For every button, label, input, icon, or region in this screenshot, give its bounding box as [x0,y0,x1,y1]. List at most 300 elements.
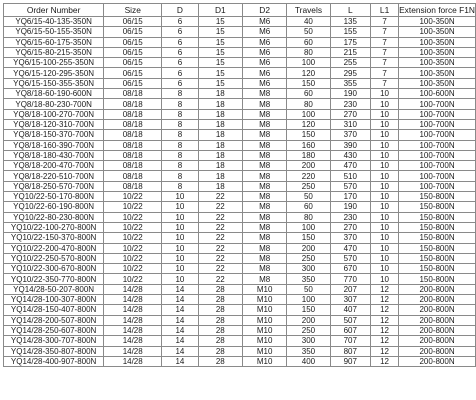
cell-l1: 12 [371,295,399,305]
cell-travels: 400 [287,356,330,366]
cell-size: 08/18 [104,109,162,119]
cell-extension-force: 150-800N [399,253,476,263]
cell-travels: 120 [287,68,330,78]
cell-d: 14 [162,346,199,356]
cell-l: 155 [330,27,371,37]
cell-extension-force: 150-800N [399,202,476,212]
cell-l1: 10 [371,161,399,171]
cell-l: 807 [330,346,371,356]
cell-travels: 300 [287,264,330,274]
cell-l: 175 [330,37,371,47]
cell-order-number: YQ10/22-200-470-800N [4,243,104,253]
cell-size: 06/15 [104,17,162,27]
cell-travels: 150 [287,305,330,315]
table-row [4,37,476,47]
cell-l: 355 [330,78,371,88]
cell-travels: 100 [287,109,330,119]
cell-size: 08/18 [104,171,162,181]
cell-travels: 150 [287,78,330,88]
cell-l: 295 [330,68,371,78]
cell-extension-force: 150-800N [399,212,476,222]
cell-extension-force: 200-800N [399,305,476,315]
cell-size: 06/15 [104,78,162,88]
table-row [4,212,476,222]
cell-size: 10/22 [104,264,162,274]
cell-d1: 18 [198,150,242,160]
cell-extension-force: 100-700N [399,130,476,140]
cell-d: 10 [162,274,199,284]
cell-travels: 200 [287,161,330,171]
cell-d1: 18 [198,171,242,181]
cell-l: 255 [330,58,371,68]
cell-order-number: YQ8/18-80-230-700N [4,99,104,109]
cell-l1: 12 [371,356,399,366]
cell-order-number: YQ10/22-80-230-800N [4,212,104,222]
table-row [4,202,476,212]
cell-d1: 28 [198,315,242,325]
cell-d1: 18 [198,119,242,129]
cell-order-number: YQ14/28-250-607-800N [4,325,104,335]
cell-size: 06/15 [104,27,162,37]
cell-size: 08/18 [104,161,162,171]
cell-extension-force: 100-700N [399,181,476,191]
cell-l1: 12 [371,315,399,325]
table-row [4,233,476,243]
cell-size: 10/22 [104,243,162,253]
cell-order-number: YQ10/22-350-770-800N [4,274,104,284]
cell-extension-force: 100-350N [399,58,476,68]
cell-extension-force: 100-700N [399,119,476,129]
table-row [4,109,476,119]
cell-l1: 10 [371,253,399,263]
cell-extension-force: 200-800N [399,295,476,305]
cell-size: 08/18 [104,150,162,160]
cell-l: 370 [330,233,371,243]
cell-d2: M8 [242,171,286,181]
cell-d2: M10 [242,295,286,305]
cell-d: 8 [162,140,199,150]
cell-order-number: YQ8/18-250-570-700N [4,181,104,191]
cell-d: 6 [162,78,199,88]
cell-l: 670 [330,264,371,274]
cell-l: 170 [330,192,371,202]
cell-extension-force: 150-800N [399,264,476,274]
cell-order-number: YQ8/18-220-510-700N [4,171,104,181]
cell-extension-force: 100-350N [399,17,476,27]
cell-l: 707 [330,336,371,346]
table-row [4,181,476,191]
cell-d: 10 [162,202,199,212]
cell-l1: 7 [371,47,399,57]
cell-d1: 22 [198,264,242,274]
cell-d1: 22 [198,192,242,202]
table-row [4,119,476,129]
cell-extension-force: 200-800N [399,336,476,346]
cell-extension-force: 150-800N [399,243,476,253]
cell-d: 6 [162,17,199,27]
cell-d1: 18 [198,130,242,140]
cell-size: 14/28 [104,295,162,305]
cell-d1: 22 [198,274,242,284]
table-row [4,346,476,356]
cell-d1: 28 [198,305,242,315]
cell-l: 207 [330,284,371,294]
cell-order-number: YQ8/18-180-430-700N [4,150,104,160]
cell-extension-force: 200-800N [399,356,476,366]
cell-l: 370 [330,130,371,140]
cell-order-number: YQ14/28-200-507-800N [4,315,104,325]
cell-l: 230 [330,212,371,222]
cell-travels: 150 [287,233,330,243]
cell-d: 6 [162,68,199,78]
cell-size: 14/28 [104,346,162,356]
cell-size: 10/22 [104,192,162,202]
cell-d: 10 [162,253,199,263]
cell-travels: 180 [287,150,330,160]
cell-extension-force: 100-350N [399,47,476,57]
cell-d: 6 [162,37,199,47]
cell-l1: 10 [371,181,399,191]
cell-l: 510 [330,171,371,181]
header-size: Size [104,4,162,17]
cell-l1: 12 [371,284,399,294]
cell-order-number: YQ10/22-60-190-800N [4,202,104,212]
cell-d2: M8 [242,119,286,129]
table-row [4,222,476,232]
cell-l1: 10 [371,171,399,181]
cell-size: 08/18 [104,119,162,129]
cell-d1: 22 [198,243,242,253]
header-l: L [330,4,371,17]
cell-travels: 60 [287,89,330,99]
cell-d1: 18 [198,161,242,171]
cell-d: 14 [162,356,199,366]
cell-d1: 15 [198,27,242,37]
cell-d2: M8 [242,99,286,109]
cell-order-number: YQ10/22-250-570-800N [4,253,104,263]
cell-d: 6 [162,47,199,57]
cell-d2: M10 [242,325,286,335]
cell-l: 270 [330,109,371,119]
cell-d2: M8 [242,253,286,263]
spec-table [3,3,476,367]
cell-extension-force: 100-700N [399,150,476,160]
cell-d: 8 [162,119,199,129]
cell-d: 14 [162,295,199,305]
cell-d1: 15 [198,78,242,88]
cell-travels: 50 [287,27,330,37]
cell-l: 507 [330,315,371,325]
cell-travels: 100 [287,295,330,305]
table-row [4,336,476,346]
cell-extension-force: 100-700N [399,171,476,181]
cell-d2: M8 [242,264,286,274]
cell-travels: 250 [287,253,330,263]
cell-d1: 18 [198,181,242,191]
cell-order-number: YQ14/28-300-707-800N [4,336,104,346]
cell-l1: 10 [371,109,399,119]
cell-d: 8 [162,89,199,99]
cell-extension-force: 200-800N [399,315,476,325]
cell-d: 10 [162,243,199,253]
cell-d2: M10 [242,336,286,346]
table-row [4,305,476,315]
cell-l1: 12 [371,325,399,335]
table-row [4,356,476,366]
table-row [4,68,476,78]
cell-size: 14/28 [104,284,162,294]
cell-order-number: YQ6/15-60-175-350N [4,37,104,47]
cell-l1: 7 [371,17,399,27]
cell-travels: 150 [287,130,330,140]
cell-l1: 10 [371,192,399,202]
cell-d: 14 [162,305,199,315]
cell-d1: 28 [198,284,242,294]
cell-d2: M8 [242,274,286,284]
cell-d2: M8 [242,140,286,150]
cell-d2: M8 [242,161,286,171]
cell-d1: 18 [198,109,242,119]
table-row [4,264,476,274]
cell-l1: 10 [371,274,399,284]
cell-size: 08/18 [104,99,162,109]
cell-d1: 22 [198,202,242,212]
cell-extension-force: 200-800N [399,284,476,294]
cell-order-number: YQ6/15-50-155-350N [4,27,104,37]
cell-d2: M6 [242,47,286,57]
cell-travels: 120 [287,119,330,129]
cell-d2: M10 [242,305,286,315]
cell-d2: M8 [242,243,286,253]
cell-extension-force: 200-800N [399,346,476,356]
cell-l1: 10 [371,264,399,274]
cell-d1: 15 [198,37,242,47]
cell-travels: 80 [287,99,330,109]
cell-extension-force: 200-800N [399,325,476,335]
table-row [4,315,476,325]
header-d2: D2 [242,4,286,17]
cell-d2: M8 [242,130,286,140]
cell-order-number: YQ14/28-150-407-800N [4,305,104,315]
cell-d1: 22 [198,233,242,243]
cell-d: 14 [162,325,199,335]
cell-l1: 10 [371,140,399,150]
cell-l: 470 [330,161,371,171]
cell-size: 10/22 [104,274,162,284]
cell-d: 8 [162,171,199,181]
cell-d2: M8 [242,212,286,222]
header-d: D [162,4,199,17]
cell-extension-force: 100-700N [399,161,476,171]
cell-l1: 10 [371,222,399,232]
cell-d1: 15 [198,17,242,27]
cell-d2: M10 [242,346,286,356]
cell-order-number: YQ6/15-150-355-350N [4,78,104,88]
cell-size: 08/18 [104,130,162,140]
cell-size: 06/15 [104,58,162,68]
cell-d2: M8 [242,233,286,243]
cell-order-number: YQ14/28-350-807-800N [4,346,104,356]
cell-l1: 10 [371,202,399,212]
cell-l1: 10 [371,99,399,109]
cell-l: 570 [330,253,371,263]
cell-d: 6 [162,58,199,68]
cell-extension-force: 150-800N [399,192,476,202]
cell-travels: 60 [287,202,330,212]
cell-travels: 300 [287,336,330,346]
table-row [4,243,476,253]
cell-d: 10 [162,212,199,222]
cell-l: 607 [330,325,371,335]
cell-d1: 28 [198,346,242,356]
cell-d1: 22 [198,212,242,222]
cell-d: 8 [162,150,199,160]
cell-l1: 10 [371,233,399,243]
cell-l1: 10 [371,212,399,222]
header-l1: L1 [371,4,399,17]
cell-order-number: YQ14/28-50-207-800N [4,284,104,294]
cell-d: 8 [162,130,199,140]
cell-order-number: YQ8/18-150-370-700N [4,130,104,140]
cell-l1: 10 [371,243,399,253]
cell-extension-force: 150-800N [399,233,476,243]
table-row [4,295,476,305]
cell-l: 135 [330,17,371,27]
cell-d2: M6 [242,17,286,27]
table-row [4,171,476,181]
cell-d: 10 [162,264,199,274]
cell-order-number: YQ10/22-50-170-800N [4,192,104,202]
table-row [4,89,476,99]
cell-d: 6 [162,27,199,37]
cell-d1: 15 [198,58,242,68]
cell-order-number: YQ6/15-100-255-350N [4,58,104,68]
cell-size: 10/22 [104,253,162,263]
cell-travels: 220 [287,171,330,181]
table-row [4,27,476,37]
cell-d2: M8 [242,181,286,191]
cell-d2: M8 [242,222,286,232]
cell-size: 08/18 [104,89,162,99]
cell-d: 14 [162,284,199,294]
cell-order-number: YQ14/28-400-907-800N [4,356,104,366]
cell-extension-force: 100-350N [399,68,476,78]
cell-l: 230 [330,99,371,109]
cell-size: 14/28 [104,325,162,335]
table-header [4,4,476,17]
cell-l: 470 [330,243,371,253]
table-row [4,161,476,171]
cell-d2: M10 [242,356,286,366]
cell-l1: 12 [371,346,399,356]
cell-travels: 80 [287,47,330,57]
cell-l: 407 [330,305,371,315]
cell-l1: 10 [371,119,399,129]
cell-size: 10/22 [104,222,162,232]
header-order-number: Order Number [4,4,104,17]
cell-travels: 50 [287,284,330,294]
table-row [4,140,476,150]
cell-extension-force: 100-350N [399,27,476,37]
table-row [4,150,476,160]
cell-order-number: YQ10/22-300-670-800N [4,264,104,274]
cell-d: 8 [162,161,199,171]
header-d1: D1 [198,4,242,17]
header-travels: Travels [287,4,330,17]
cell-l: 270 [330,222,371,232]
cell-travels: 50 [287,192,330,202]
cell-travels: 80 [287,212,330,222]
cell-size: 10/22 [104,212,162,222]
table-row [4,58,476,68]
cell-order-number: YQ8/18-60-190-600N [4,89,104,99]
cell-d: 14 [162,336,199,346]
cell-d: 14 [162,315,199,325]
cell-travels: 100 [287,222,330,232]
table-row [4,17,476,27]
cell-size: 14/28 [104,315,162,325]
cell-order-number: YQ8/18-200-470-700N [4,161,104,171]
spec-table-container [3,3,476,367]
cell-d2: M8 [242,202,286,212]
cell-travels: 160 [287,140,330,150]
cell-order-number: YQ6/15-120-295-350N [4,68,104,78]
cell-travels: 250 [287,181,330,191]
cell-l1: 10 [371,89,399,99]
cell-l: 190 [330,89,371,99]
cell-order-number: YQ8/18-160-390-700N [4,140,104,150]
cell-extension-force: 100-350N [399,78,476,88]
cell-l1: 7 [371,58,399,68]
cell-l: 215 [330,47,371,57]
cell-d: 8 [162,181,199,191]
cell-d1: 22 [198,253,242,263]
cell-l1: 7 [371,78,399,88]
cell-l1: 7 [371,68,399,78]
cell-d1: 15 [198,47,242,57]
cell-size: 14/28 [104,336,162,346]
cell-travels: 350 [287,274,330,284]
cell-d: 8 [162,109,199,119]
cell-travels: 100 [287,58,330,68]
cell-size: 06/15 [104,47,162,57]
cell-l1: 10 [371,130,399,140]
cell-travels: 250 [287,325,330,335]
table-row [4,274,476,284]
table-row [4,99,476,109]
cell-d1: 28 [198,295,242,305]
cell-order-number: YQ8/18-100-270-700N [4,109,104,119]
cell-travels: 40 [287,17,330,27]
table-row [4,253,476,263]
table-row [4,78,476,88]
header-extension-force: Extension force F1N [399,5,475,15]
cell-travels: 60 [287,37,330,47]
cell-d1: 18 [198,99,242,109]
cell-l1: 10 [371,150,399,160]
cell-d2: M10 [242,315,286,325]
cell-d2: M6 [242,58,286,68]
cell-extension-force: 100-350N [399,37,476,47]
cell-d2: M8 [242,109,286,119]
cell-d: 10 [162,222,199,232]
cell-l: 390 [330,140,371,150]
header-row [4,4,476,17]
cell-extension-force: 100-700N [399,140,476,150]
cell-l: 307 [330,295,371,305]
cell-d: 8 [162,99,199,109]
cell-l: 907 [330,356,371,366]
